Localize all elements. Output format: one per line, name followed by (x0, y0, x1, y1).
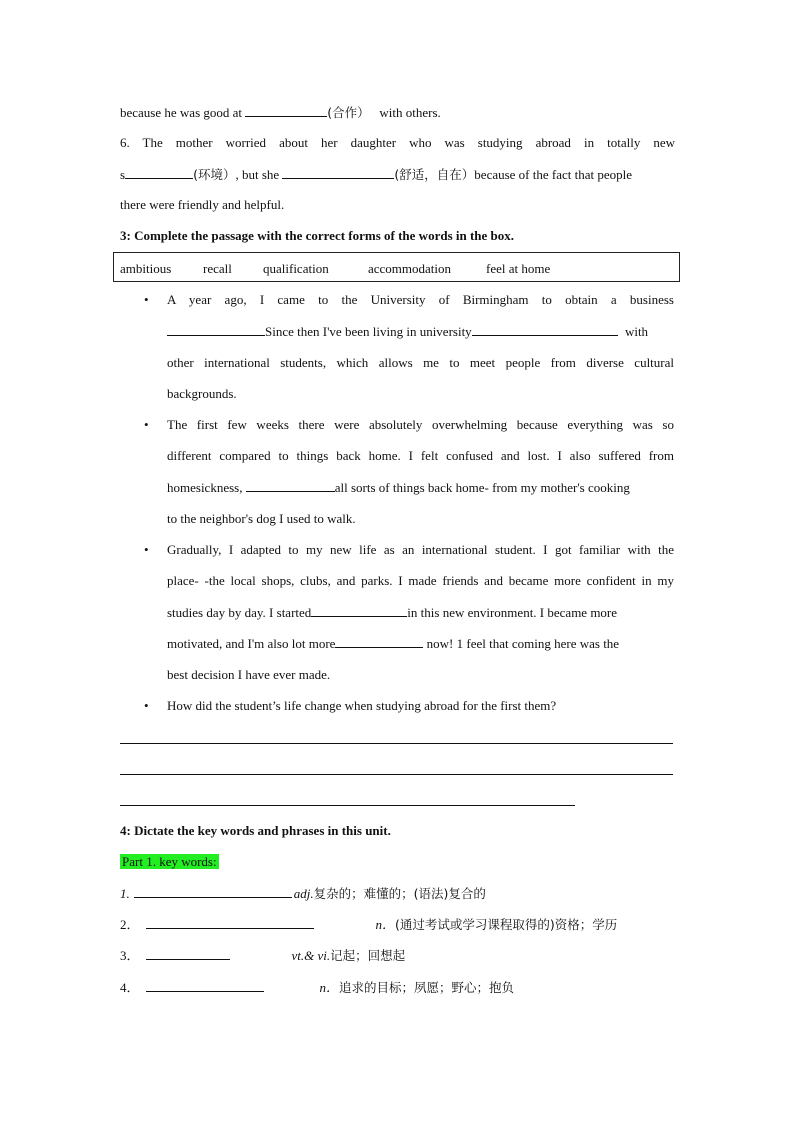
vocab-meaning: 记起；回想起 (330, 948, 406, 963)
p3-line-5: best decision I have ever made. (167, 667, 331, 682)
p1-line-4: backgrounds. (167, 386, 237, 401)
p1-blank-1[interactable] (167, 323, 265, 336)
bullet-marker: • (144, 417, 149, 432)
vocab-num: 4． (120, 980, 140, 995)
bullet-marker: • (144, 542, 149, 557)
p2-text-b: all sorts of things back home- from my mother's cooking (334, 480, 630, 495)
vocab-blank[interactable] (134, 885, 292, 898)
answer-line[interactable] (120, 743, 673, 744)
vocab-meaning: 复杂的；难懂的；(语法)复合的 (313, 886, 486, 901)
word-box (113, 252, 680, 282)
p1-blank-2[interactable] (472, 323, 618, 336)
q6-hint-2: (舒适，自在） (394, 167, 475, 182)
vocab-item-1 (120, 885, 675, 902)
answer-line[interactable] (120, 805, 575, 806)
q6-text-c: because of the fact that people (474, 167, 633, 182)
bullet-marker: • (144, 698, 149, 713)
bullet-marker: • (144, 292, 149, 307)
word-box-item: recall (203, 261, 232, 276)
vocab-pos: adj. (293, 886, 314, 901)
q5-text-end: with others. (376, 105, 441, 120)
q5-text: because he was good at (120, 105, 246, 120)
p3-line-2: place- -the local shops, clubs, and parks. I made friends and became more confident in my (167, 573, 674, 588)
p2-blank[interactable] (246, 479, 335, 492)
p3-blank-2[interactable] (335, 635, 423, 648)
p3-line-1: Gradually, I adapted to my new life as an international student. I got familiar with the (167, 542, 674, 557)
p2-line-4: to the neighbor's dog I used to walk. (167, 511, 356, 526)
section4-heading: 4: Dictate the key words and phrases in this unit. (120, 823, 391, 838)
p2-line-2: different compared to things back home. I felt confused and lost. I also suffered from (167, 448, 674, 463)
vocab-item-2 (120, 916, 675, 933)
p3-text-a: studies day by day. I started (167, 605, 312, 620)
word-box-item: qualification (263, 261, 329, 276)
p3-text-c: motivated, and I'm also lot more (167, 636, 336, 651)
vocab-meaning: (通过考试或学习课程取得的)资格；学历 (395, 917, 618, 932)
vocab-num: 1. (120, 886, 130, 901)
p1-line-1: A year ago, I came to the University of Birmingham to obtain a business (167, 292, 674, 307)
q6-line-2 (120, 166, 675, 183)
p3-line-4 (167, 635, 674, 652)
p2-line-1: The first few weeks there were absolutely overwhelming because everything was so (167, 417, 674, 432)
vocab-item-3 (120, 947, 675, 964)
vocab-pos: n． (319, 980, 340, 995)
q6-text-b: , but she (235, 167, 283, 182)
vocab-blank[interactable] (146, 947, 230, 960)
q5-blank[interactable] (245, 104, 327, 117)
p2-text-a: homesickness, (167, 480, 246, 495)
question-text: How did the student’s life change when studying abroad for the first them? (167, 698, 557, 713)
vocab-blank[interactable] (146, 916, 314, 929)
q6-blank-comfortable[interactable] (282, 166, 394, 179)
vocab-pos: vt.& vi. (291, 948, 331, 963)
vocab-pos: n． (375, 917, 396, 932)
vocab-meaning: 追求的目标；夙愿；野心；抱负 (339, 980, 515, 995)
p2-line-3 (167, 479, 674, 496)
p3-blank-1[interactable] (311, 604, 407, 617)
part1-label: Part 1. key words: (122, 854, 217, 869)
p3-text-d: now! 1 feel that coming here was the (423, 636, 620, 651)
q6-hint-1: (环境） (193, 167, 236, 182)
word-box-item: ambitious (120, 261, 172, 276)
q5-tail-line (120, 104, 675, 121)
p1-text-c: with (621, 324, 649, 339)
vocab-num: 2． (120, 917, 140, 932)
word-box-item: feel at home (486, 261, 551, 276)
q6-text-s: s (120, 167, 126, 182)
q6-line-3: there were friendly and helpful. (120, 197, 285, 212)
p1-line-3: other international students, which allows me to meet people from diverse cultural (167, 355, 674, 370)
p3-line-3 (167, 604, 674, 621)
q6-line-1: 6. The mother worried about her daughter who was studying abroad in totally new (120, 135, 675, 150)
part1-label-line (120, 854, 675, 870)
section3-heading: 3: Complete the passage with the correct forms of the words in the box. (120, 228, 515, 243)
word-box-item: accommodation (368, 261, 452, 276)
p1-text-b: Since then I've been living in university (265, 324, 472, 339)
vocab-item-4 (120, 979, 675, 996)
q6-blank-environment[interactable] (125, 166, 193, 179)
p3-text-b: in this new environment. I became more (407, 605, 618, 620)
p1-line-2 (167, 323, 674, 340)
vocab-blank[interactable] (146, 979, 264, 992)
answer-line[interactable] (120, 774, 673, 775)
vocab-num: 3． (120, 948, 140, 963)
q5-hint: (合作） (327, 105, 370, 120)
